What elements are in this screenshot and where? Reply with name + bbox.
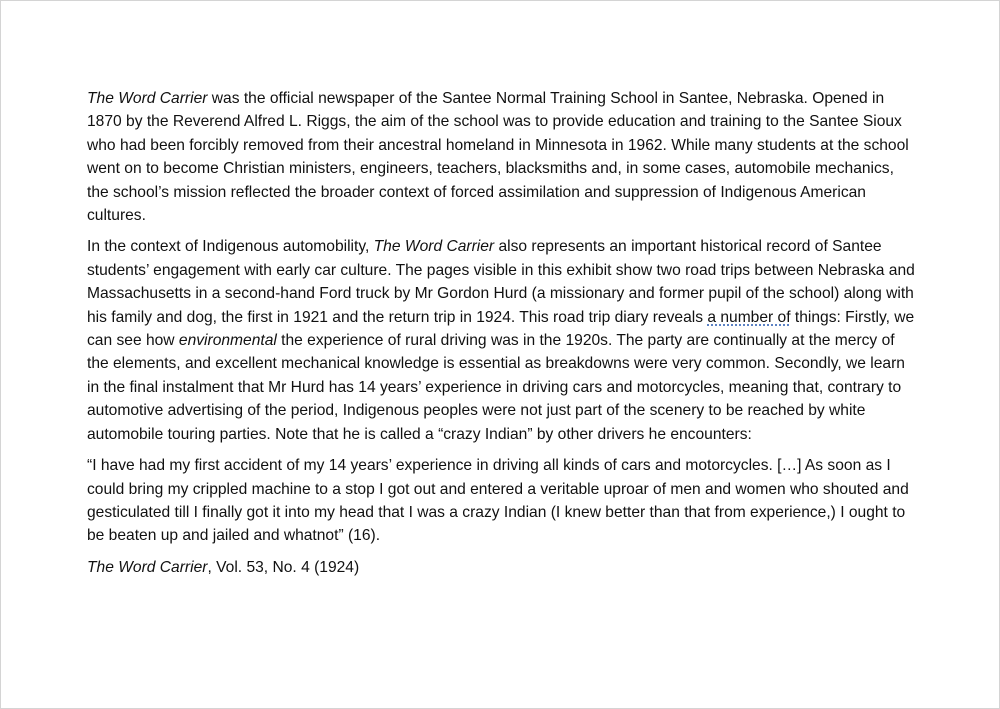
document-body: [87, 87, 917, 587]
citation-details: , Vol. 53, No. 4 (1924): [207, 558, 360, 576]
citation-title: The Word Carrier: [87, 558, 208, 576]
newspaper-title: The Word Carrier: [373, 238, 495, 256]
paragraph-intro: [87, 87, 917, 227]
citation: [87, 556, 917, 579]
paragraph-context-text-2: also represents an important historical record of Santee students’ engagement with early car culture. The pages visible in this exhibit show two road trips between Nebraska and Massachusetts in a second-hand Ford truck by Mr Gordon Hurd (a missionary and former pupil of the school) along with his family and dog, the first in 1921 and the return trip in 1924. This road trip diary reveals: [87, 238, 915, 326]
newspaper-title: The Word Carrier: [87, 90, 208, 107]
paragraph-context-text-3: things: Firstly, we can see how: [87, 308, 915, 350]
paragraph-context: [87, 235, 917, 446]
paragraph-intro-text: was the official newspaper of the Santee Normal Training School in Santee, Nebraska. Opened in 1870 by the Reverend Alfred L. Riggs, the aim of the school was to provide education and training to the Santee Sioux who had been forcibly removed from their ancestral homeland in Minnesota in 1962. While many students at the school went on to become Christian ministers, engineers, teachers, blacksmiths and, in some cases, automobile mechanics, the school’s mission reflected the broader context of forced assimilation and suppression of Indigenous American cultures.: [87, 90, 909, 225]
grammar-suggestion-phrase[interactable]: a number of: [707, 308, 791, 326]
emphasized-word: environmental: [178, 332, 277, 350]
paragraph-context-text-4: the experience of rural driving was in the 1920s. The party are continually at the mercy of the elements, and excellent mechanical knowledge is essential as breakdowns were very common. Secondly, we learn in the final instalment that Mr Hurd has 14 years’ experience in driving cars and motorcycles, meaning that, contrary to automotive advertising of the period, Indigenous peoples were not just part of the scenery to be reached by white automobile touring parties. Note that he is called a “crazy Indian” by other drivers he encounters:: [87, 332, 905, 443]
quote-paragraph: “I have had my first accident of my 14 years’ experience in driving all kinds of cars and motorcycles. […] As soon as I could bring my crippled machine to a stop I got out and entered a veritable uproar of men and women who shouted and gesticulated till I finally got it into my head that I was a crazy Indian (I knew better than that from experience,) I ought to be beaten up and jailed and whatnot” (16).: [87, 457, 909, 545]
paragraph-context-text-1: In the context of Indigenous automobility,: [87, 238, 374, 256]
